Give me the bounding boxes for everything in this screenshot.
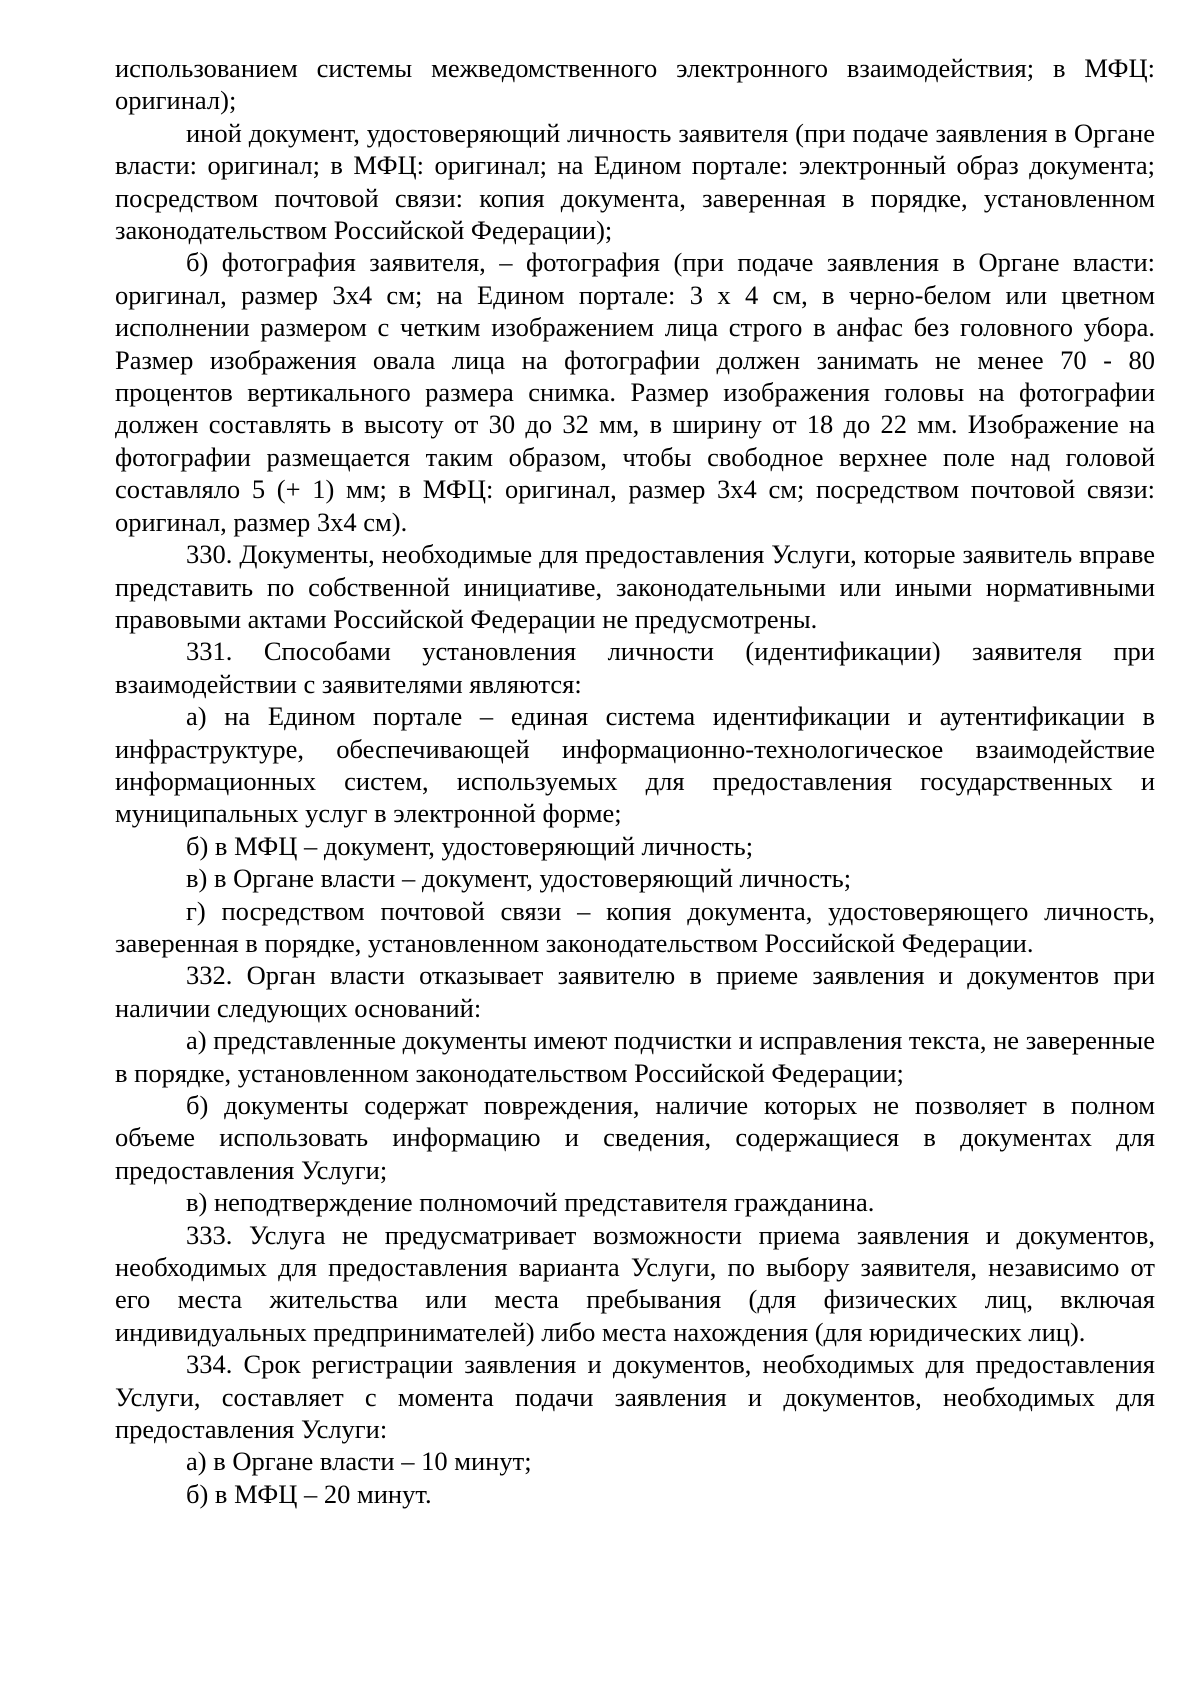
paragraph-334: 334. Срок регистрации заявления и документов, необходимых для предоставления Услуги, составляет с момента подачи заявления и документов, необходимых для предоставления Услуги: xyxy=(115,1349,1155,1445)
paragraph-334-b: б) в МФЦ – 20 минут. xyxy=(186,1478,432,1509)
paragraph-332-b: б) документы содержат повреждения, наличие которых не позволяет в полном объеме использовать информацию и сведения, содержащиеся в документах для предоставления Услуги; xyxy=(115,1090,1155,1185)
paragraph-331-b: б) в МФЦ – документ, удостоверяющий личность; xyxy=(186,830,754,861)
paragraph-334-a: а) в Органе власти – 10 минут; xyxy=(186,1446,532,1477)
paragraph-333: 333. Услуга не предусматривает возможности приема заявления и документов, необходимых для предоставления варианта Услуги, по выбору заявителя, независимо от его места жительства или места пребывания (для физических лиц, включая индивидуальных предпринимателей) либо места нахождения (для юридических лиц). xyxy=(115,1219,1155,1347)
document-page xyxy=(115,52,1155,1510)
paragraph-331-a: а) на Едином портале – единая система идентификации и аутентификации в инфраструктуре, обеспечивающей информационно-технологическое взаимодействие информационных систем, используемых для предоставления государственных и муниципальных услуг в электронной форме; xyxy=(115,701,1155,829)
paragraph-330: 330. Документы, необходимые для предоставления Услуги, которые заявитель вправе представить по собственной инициативе, законодательными или иными нормативными правовыми актами Российской Федерации не предусмотрены. xyxy=(115,539,1155,634)
paragraph-continuation: использованием системы межведомственного электронного взаимодействия; в МФЦ: оригинал); xyxy=(115,53,1155,116)
paragraph-332-a: а) представленные документы имеют подчистки и исправления текста, не заверенные в порядке, установленном законодательством Российской Федерации; xyxy=(115,1025,1155,1088)
paragraph-photo: б) фотография заявителя, – фотография (при подаче заявления в Органе власти: оригинал, размер 3x4 см; на Едином портале: 3 x 4 см, в черно-белом или цветном исполнении размером с четким изображением лица строго в анфас без головного убора. Размер изображения овала лица на фотографии должен занимать не менее 70 - 80 процентов вертикального размера снимка. Размер изображения головы на фотографии должен составлять в высоту от 30 до 32 мм, в ширину от 18 до 22 мм. Изображение на фотографии размещается таким образом, чтобы свободное верхнее поле над головой составляло 5 (+ 1) мм; в МФЦ: оригинал, размер 3x4 см; посредством почтовой связи: оригинал, размер 3x4 см). xyxy=(115,247,1155,537)
paragraph-331-v: в) в Органе власти – документ, удостоверяющий личность; xyxy=(186,863,852,894)
paragraph-332-v: в) неподтверждение полномочий представителя гражданина. xyxy=(186,1187,875,1218)
paragraph-332: 332. Орган власти отказывает заявителю в приеме заявления и документов при наличии следующих оснований: xyxy=(115,960,1155,1023)
paragraph-331: 331. Способами установления личности (идентификации) заявителя при взаимодействии с заявителями являются: xyxy=(115,636,1155,699)
paragraph-331-g: г) посредством почтовой связи – копия документа, удостоверяющего личность, заверенная в порядке, установленном законодательством Российской Федерации. xyxy=(115,895,1155,958)
paragraph-other-id-document: иной документ, удостоверяющий личность заявителя (при подаче заявления в Органе власти: оригинал; в МФЦ: оригинал; на Едином портале: электронный образ документа; посредством почтовой связи: копия документа, заверенная в порядке, установленном законодательством Российской Федерации); xyxy=(115,117,1155,246)
